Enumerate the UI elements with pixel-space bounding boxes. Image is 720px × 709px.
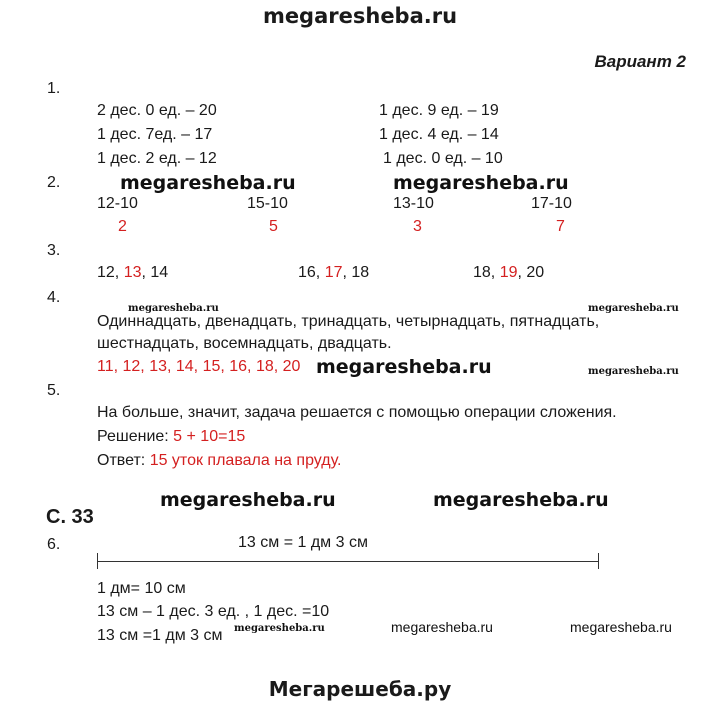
segment-line: [97, 561, 599, 562]
watermark-small: megaresheba.ru: [588, 366, 679, 377]
task3-missing-2: 17: [324, 264, 343, 281]
task3-number: 3.: [47, 242, 61, 259]
task3-group-2: 16, 17, 18: [298, 264, 370, 281]
page-reference: С. 33: [46, 506, 94, 528]
task4-line-1: Одиннадцать, двенадцать, тринадцать, четырнадцать, пятнадцать,: [97, 313, 600, 330]
task2-expr-1: 12-10: [97, 195, 138, 212]
task2-answer-3: 3: [413, 218, 422, 235]
task3-group-3: 18, 19, 20: [473, 264, 545, 281]
task2-answer-2: 5: [269, 218, 278, 235]
task6-segment-label: 13 см = 1 дм 3 см: [238, 534, 368, 551]
task2-expr-4: 17-10: [531, 195, 572, 212]
watermark-small: megaresheba.ru: [128, 303, 219, 314]
task5-answer-value: 15 уток плавала на пруду.: [149, 452, 342, 469]
task1-left-2: 1 дес. 7ед. – 17: [97, 126, 213, 143]
segment-tick-left: [97, 553, 98, 569]
task2-number: 2.: [47, 174, 61, 191]
task2-expr-3: 13-10: [393, 195, 434, 212]
task1-right-1: 1 дес. 9 ед. – 19: [379, 102, 499, 119]
task5-line-1: На больше, значит, задача решается с помощью операции сложения.: [97, 404, 617, 421]
task6-number: 6.: [47, 536, 61, 553]
task2-expr-2: 15-10: [247, 195, 288, 212]
task6-line-1: 1 дм= 10 см: [97, 580, 186, 597]
task1-right-3: 1 дес. 0 ед. – 10: [383, 150, 503, 167]
task3-missing-1: 13: [123, 264, 142, 281]
task1-right-2: 1 дес. 4 ед. – 14: [379, 126, 499, 143]
watermark-big: megaresheba.ru: [160, 489, 336, 511]
segment-tick-right: [598, 553, 599, 569]
watermark-medium: megaresheba.ru: [391, 619, 493, 635]
task5-solution-value: 5 + 10=15: [173, 428, 246, 445]
task3-group-1: 12, 13, 14: [97, 264, 169, 281]
task6-line-3: 13 см =1 дм 3 см: [97, 627, 223, 644]
watermark-big: megaresheba.ru: [120, 172, 296, 194]
task5-number: 5.: [47, 382, 61, 399]
watermark-big: megaresheba.ru: [393, 172, 569, 194]
watermark-medium: megaresheba.ru: [570, 619, 672, 635]
watermark-top: megaresheba.ru: [262, 4, 458, 28]
task1-number: 1.: [47, 80, 61, 97]
task5-solution: Решение: 5 + 10=15: [97, 428, 246, 445]
watermark-big: megaresheba.ru: [433, 489, 609, 511]
task4-line-2: шестнадцать, восемнадцать, двадцать.: [97, 335, 392, 352]
task1-left-1: 2 дес. 0 ед. – 20: [97, 102, 217, 119]
task3-missing-3: 19: [499, 264, 518, 281]
watermark-small: megaresheba.ru: [234, 623, 325, 634]
task5-answer: Ответ: 15 уток плавала на пруду.: [97, 452, 342, 469]
watermark-small: megaresheba.ru: [588, 303, 679, 314]
watermark-bottom: Мегарешеба.ру: [268, 677, 452, 701]
variant-title: Вариант 2: [594, 52, 686, 71]
watermark-big: megaresheba.ru: [316, 356, 492, 378]
task4-answer: 11, 12, 13, 14, 15, 16, 18, 20: [97, 358, 301, 375]
task1-left-3: 1 дес. 2 ед. – 12: [97, 150, 217, 167]
task6-line-2: 13 см – 1 дес. 3 ед. , 1 дес. =10: [97, 603, 330, 620]
task2-answer-4: 7: [556, 218, 565, 235]
task4-number: 4.: [47, 289, 61, 306]
task2-answer-1: 2: [118, 218, 127, 235]
